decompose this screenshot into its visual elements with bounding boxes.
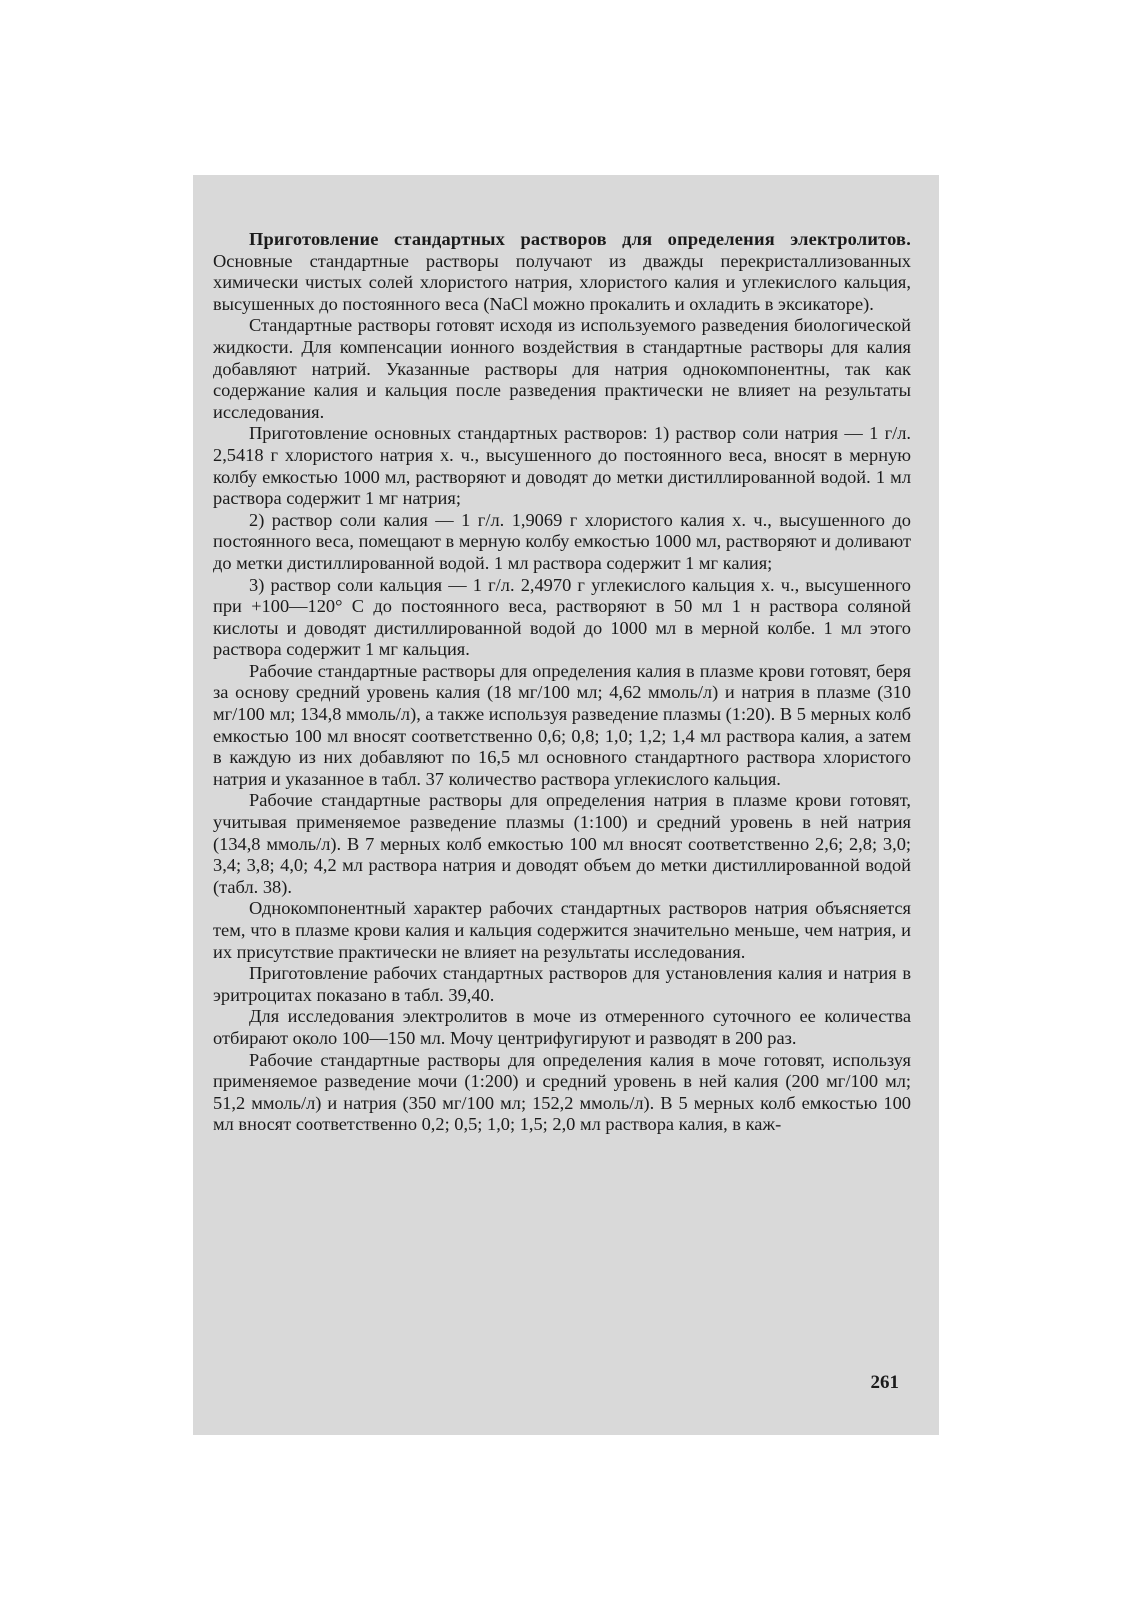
paragraph-4: 2) раствор соли калия — 1 г/л. 1,9069 г хлористого калия х. ч., высушенного до постоянного веса, помещают в мерную колбу емкостью 1000 мл, растворяют и доливают до метки дистиллированной водой. 1 мл раствора содержит 1 мг калия; — [213, 509, 911, 573]
paragraph-9: Приготовление рабочих стандартных растворов для установления калия и натрия в эритроцитах показано в табл. 39,40. — [213, 963, 911, 1005]
paragraph-7: Рабочие стандартные растворы для определения натрия в плазме крови готовят, учитывая применяемое разведение плазмы (1:100) и средний уровень в ней натрия (134,8 ммоль/л). В 7 мерных колб емкостью 100 мл вносят соответственно 2,6; 2,8; 3,0; 3,4; 3,8; 4,0; 4,2 мл раствора натрия и доводят объем до метки дистиллированной водой (табл. 38). — [213, 790, 911, 897]
paragraph-11: Рабочие стандартные растворы для определения калия в моче готовят, используя применяемое разведение мочи (1:200) и средний уровень в ней калия (200 мг/100 мл; 51,2 ммоль/л) и натрия (350 мг/100 мл; 152,2 ммоль/л). В 5 мерных колб емкостью 100 мл вносят соответственно 0,2; 0,5; 1,0; 1,5; 2,0 мл раствора калия, в каж- — [213, 1049, 911, 1135]
paragraph-1 — [213, 229, 911, 315]
paragraph-8: Однокомпонентный характер рабочих стандартных растворов натрия объясняется тем, что в плазме крови калия и кальция содержится значительно меньше, чем натрия, и их присутствие практически не влияет на результаты исследования. — [213, 898, 911, 962]
paragraph-2: Стандартные растворы готовят исходя из используемого разведения биологической жидкости. Для компенсации ионного воздействия в стандартные растворы для калия добавляют натрий. Указанные растворы для натрия однокомпонентны, так как содержание калия и кальция после разведения практически не влияет на результаты исследования. — [213, 315, 911, 422]
body-text — [213, 229, 911, 1136]
paragraph-6: Рабочие стандартные растворы для определения калия в плазме крови готовят, беря за основу средний уровень калия (18 мг/100 мл; 4,62 ммоль/л) и натрия в плазме (310 мг/100 мл; 134,8 ммоль/л), а также используя разведение плазмы (1:20). В 5 мерных колб емкостью 100 мл вносят соответственно 0,6; 0,8; 1,0; 1,2; 1,4 мл раствора калия, а затем в каждую из них добавляют по 16,5 мл основного стандартного раствора хлористого натрия и указанное в табл. 37 количество раствора углекислого кальция. — [213, 660, 911, 789]
paragraph-text: Основные стандартные растворы получают из дважды перекристаллизованных химически чистых солей хлористого натрия, хлористого калия и углекислого кальция, высушенных до постоянного веса (NaCl можно прокалить и охладить в эксикаторе). — [213, 250, 911, 314]
paragraph-10: Для исследования электролитов в моче из отмеренного суточного ее количества отбирают около 100—150 мл. Мочу центрифугируют и разводят в 200 раз. — [213, 1006, 911, 1048]
paragraph-5: 3) раствор соли кальция — 1 г/л. 2,4970 г углекислого кальция х. ч., высушенного при +100—120° С до постоянного веса, растворяют в 50 мл 1 н раствора соляной кислоты и доводят дистиллированной водой до 1000 мл в мерной колбе. 1 мл этого раствора содержит 1 мг кальция. — [213, 574, 911, 660]
page-number: 261 — [870, 1372, 899, 1393]
section-heading: Приготовление стандартных растворов для определения электролитов. — [249, 229, 911, 249]
paragraph-3: Приготовление основных стандартных растворов: 1) раствор соли натрия — 1 г/л. 2,5418 г хлористого натрия х. ч., высушенного до постоянного веса, вносят в мерную колбу емкостью 1000 мл, растворяют и доводят до метки дистиллированной водой. 1 мл раствора содержит 1 мг натрия; — [213, 423, 911, 509]
book-page — [193, 175, 939, 1435]
